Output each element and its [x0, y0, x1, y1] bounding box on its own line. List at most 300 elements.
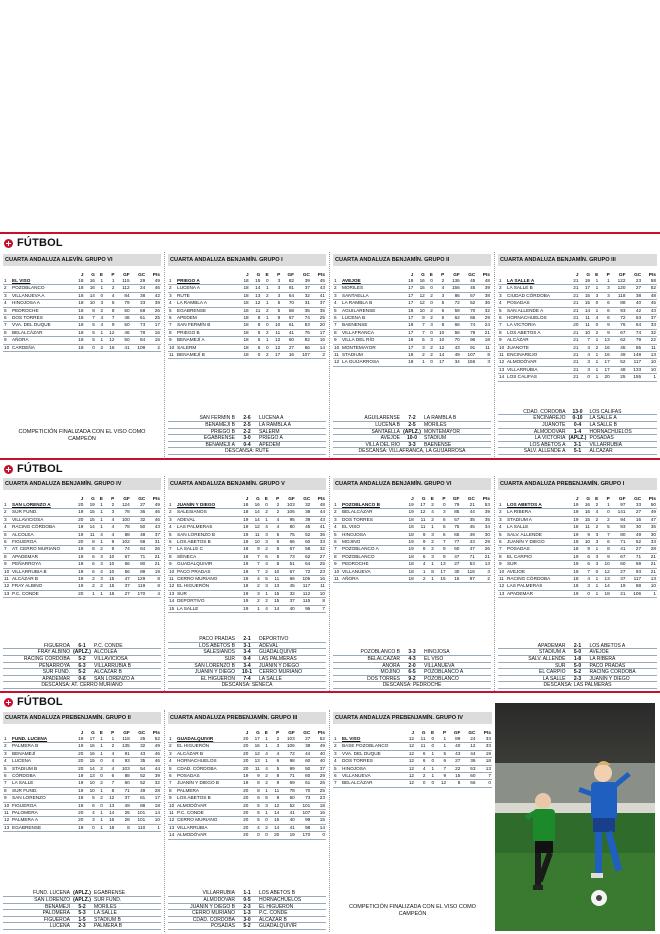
standings-header-row — [3, 494, 161, 502]
stat-cell: 49 — [460, 531, 475, 538]
home-team: SANTAELLA — [371, 428, 400, 435]
position-cell: 2 — [3, 743, 11, 750]
position-cell: 4 — [333, 758, 341, 765]
stat-cell: 19 — [238, 576, 249, 583]
stat-cell: 71 — [611, 539, 627, 546]
position-cell: 8 — [3, 553, 11, 560]
stat-cell: 18 — [403, 516, 415, 523]
away-team: SAN LORENZO A — [94, 675, 135, 682]
stat-cell: 102 — [115, 539, 131, 546]
stat-cell: 2 — [261, 292, 269, 299]
match-result — [3, 910, 161, 917]
stat-cell: 16 — [626, 516, 642, 523]
stat-cell: 36 — [311, 531, 326, 538]
team-cell: ALCOLEA — [11, 531, 73, 538]
stat-cell: 4 — [591, 509, 599, 516]
stat-cell: 2 — [261, 329, 269, 336]
score: 5-2 — [243, 923, 251, 930]
score: 6-1 — [78, 642, 86, 649]
stat-cell: 44 — [311, 509, 326, 516]
table-row — [168, 516, 326, 523]
stat-cell: 0 — [261, 322, 269, 329]
table-row — [333, 509, 491, 516]
match-result — [168, 897, 326, 904]
table-row — [168, 817, 326, 824]
stat-cell: 60 — [447, 546, 461, 553]
stat-cell: 1 — [591, 307, 599, 314]
stat-cell: 2 — [269, 502, 280, 509]
table-row — [168, 561, 326, 568]
stat-cell: 133 — [626, 366, 642, 373]
blank-header — [498, 270, 506, 278]
stat-cell: 1 — [96, 590, 104, 597]
column-header: P — [443, 729, 447, 735]
stat-cell: 0 — [599, 509, 611, 516]
score: 0-10 — [572, 415, 583, 422]
stat-cell: 62 — [296, 553, 312, 560]
stat-cell: 21 — [568, 359, 580, 366]
stat-cell: 10 — [580, 329, 592, 336]
stat-cell: 45 — [296, 524, 312, 531]
section-title: FÚTBOL — [17, 237, 63, 249]
stat-cell: 27 — [296, 736, 312, 743]
stat-cell: 18 — [568, 546, 580, 553]
position-cell: 8 — [498, 329, 506, 336]
stat-cell: 10 — [580, 539, 592, 546]
position-cell: 9 — [333, 561, 341, 568]
position-cell: 2 — [3, 285, 11, 292]
stat-cell: 1 — [261, 787, 269, 794]
away-team: LOS ABETOS B — [259, 890, 296, 897]
score: 1-4 — [573, 428, 582, 435]
stat-cell: 19 — [73, 546, 84, 553]
stat-cell: 26 — [146, 546, 161, 553]
results-list — [3, 643, 161, 689]
score: 5-3 — [78, 910, 86, 917]
stat-cell: 35 — [311, 307, 326, 314]
stat-cell: 45 — [461, 278, 477, 285]
score: 5-2 — [78, 903, 86, 910]
home-team: FRAY ALBINO — [37, 649, 70, 656]
column-header: E — [265, 271, 269, 277]
table-row — [498, 307, 657, 314]
stat-cell: 3 — [580, 344, 592, 351]
stat-cell: 3 — [435, 509, 447, 516]
stat-cell: 60 — [281, 337, 295, 344]
stat-cell: 70 — [445, 337, 461, 344]
away-team: ALCÁZAR B — [259, 916, 287, 923]
stat-cell: 3 — [580, 366, 592, 373]
stat-cell: 0 — [250, 352, 262, 359]
stat-cell: 14 — [311, 824, 326, 831]
rest-team: DESCANSA: LAS PALMERAS — [498, 682, 657, 689]
team-cell: POSADAS — [176, 773, 238, 780]
score: 10-1 — [241, 669, 252, 676]
away-team: EL VISO — [424, 656, 444, 662]
plus-circle-icon — [4, 239, 13, 248]
stat-cell: 1 — [96, 787, 104, 794]
team-cell: AT. CERRO MURIANO — [11, 546, 73, 553]
stat-cell: 7 — [435, 765, 447, 772]
stat-cell: 44 — [146, 765, 161, 772]
stat-cell: 4 — [261, 561, 269, 568]
team-cell: P.C. CONDE — [176, 810, 238, 817]
table-row — [498, 315, 657, 322]
stat-cell: 60 — [461, 773, 476, 780]
standings-table — [333, 270, 491, 367]
team-cell: LA SALLE — [176, 605, 238, 612]
stat-cell: 15 — [84, 509, 95, 516]
away-team: RACING CÓRDOBA — [589, 669, 636, 675]
table-row — [3, 531, 161, 538]
stat-cell: 2 — [426, 502, 434, 509]
stat-cell: 12 — [461, 743, 476, 750]
stat-cell: 43 — [460, 539, 475, 546]
blank-header — [498, 494, 506, 502]
away-team: HORNACHUELOS — [589, 428, 632, 435]
stat-cell: 98 — [280, 758, 296, 765]
stat-cell: 17 — [270, 352, 282, 359]
team-cell: GUADALQUIVIR — [176, 561, 238, 568]
team-cell: CERRO MURIANO — [176, 576, 238, 583]
team-cell: BELALCÁZAR — [341, 780, 403, 787]
stat-cell: 89 — [131, 568, 147, 575]
stat-cell: 35 — [131, 758, 147, 765]
standings-header-row — [168, 728, 326, 736]
blank-header — [3, 494, 11, 502]
match-result — [168, 904, 326, 911]
stat-cell: 19 — [238, 561, 249, 568]
position-cell: 4 — [498, 524, 506, 531]
team-cell: LOS ABETOS B — [176, 539, 238, 546]
match-result — [168, 649, 326, 656]
table-row — [333, 307, 491, 314]
stat-cell: 5 — [269, 553, 280, 560]
stat-cell: 12 — [250, 300, 262, 307]
table-row — [168, 736, 326, 743]
stat-cell: 11 — [84, 531, 95, 538]
stat-cell: 110 — [131, 824, 147, 831]
position-cell: 4 — [168, 300, 176, 307]
stat-cell: 72 — [611, 315, 627, 322]
stat-cell: 19 — [73, 795, 84, 802]
match-result — [168, 669, 326, 676]
match-result — [3, 904, 161, 911]
score: 3-0 — [243, 435, 251, 442]
stat-cell: 43 — [642, 307, 657, 314]
stat-cell: 26 — [146, 307, 161, 314]
stat-cell: 49 — [611, 352, 627, 359]
stat-cell: 7 — [599, 531, 611, 538]
stat-cell: 9 — [269, 795, 280, 802]
group-panel — [0, 252, 165, 457]
stat-cell: 25 — [131, 736, 147, 743]
stat-cell: 1 — [261, 285, 269, 292]
table-row — [3, 773, 161, 780]
stat-cell: 29 — [476, 315, 491, 322]
stat-cell: 62 — [611, 337, 627, 344]
stat-cell: 29 — [476, 539, 491, 546]
column-header: E — [595, 271, 599, 277]
column-header: P — [111, 495, 115, 501]
table-row — [3, 292, 161, 299]
stat-cell: 5 — [249, 817, 260, 824]
team-cell: MOJINO — [341, 539, 403, 546]
position-cell: 1 — [498, 278, 506, 285]
team-cell: BENAMEJÍ — [11, 750, 73, 757]
position-cell: 10 — [4, 802, 10, 808]
away-team: LA SALLE — [259, 675, 282, 682]
stat-cell: 1 — [96, 524, 104, 531]
stat-cell: 77 — [447, 539, 461, 546]
stat-cell: 2 — [414, 352, 425, 359]
stat-cell: 107 — [295, 352, 311, 359]
stat-cell: 1 — [96, 539, 104, 546]
match-result — [3, 676, 161, 683]
table-row — [333, 322, 491, 329]
stat-cell: 79 — [447, 502, 461, 509]
stat-cell: 141 — [611, 509, 627, 516]
stat-cell: 9 — [599, 329, 611, 336]
stat-cell: 17 — [403, 292, 414, 299]
position-cell: 1 — [3, 278, 11, 285]
team-cell: CIUDAD CÓRDOBA — [506, 292, 568, 299]
score: 4-3 — [408, 656, 416, 663]
stat-cell: 107 — [296, 810, 312, 817]
stat-cell: 19 — [568, 509, 580, 516]
table-row — [333, 300, 491, 307]
stat-cell: 20 — [269, 832, 280, 839]
stat-cell: 12 — [403, 758, 415, 765]
stat-cell: 85 — [626, 344, 642, 351]
away-team: BAENENSE — [424, 441, 452, 448]
stat-cell: 42 — [146, 292, 161, 299]
stat-cell: 13 — [435, 561, 447, 568]
standings-table — [168, 728, 326, 840]
column-header: G — [256, 729, 260, 735]
home-team: APADEMAR — [537, 642, 566, 649]
stat-cell: 89 — [447, 736, 461, 743]
position-cell: 3 — [3, 516, 11, 523]
stat-cell: 1 — [96, 509, 104, 516]
position-cell: 7 — [3, 322, 11, 329]
stat-cell: 20 — [238, 817, 249, 824]
stat-cell: 99 — [280, 765, 296, 772]
stat-cell: 6 — [415, 553, 427, 560]
stat-cell: 19 — [280, 832, 296, 839]
stat-cell: 96 — [296, 605, 312, 612]
table-row — [168, 502, 326, 509]
stat-cell: 18 — [73, 307, 84, 314]
position-cell: 3 — [3, 292, 11, 299]
match-result — [3, 917, 161, 924]
stat-cell: 136 — [445, 278, 461, 285]
position-cell: 14 — [169, 832, 175, 838]
standings-header-row — [3, 728, 161, 736]
stat-cell: 38 — [476, 292, 491, 299]
standings-header-row — [168, 494, 326, 502]
stat-cell: 18 — [73, 322, 84, 329]
table-row — [168, 278, 326, 285]
stat-cell: 1 — [415, 568, 427, 575]
stat-cell: 47 — [447, 553, 461, 560]
stat-cell: 3 — [426, 337, 434, 344]
stat-cell: 12 — [403, 780, 415, 787]
team-cell: DOS TORRES — [341, 758, 403, 765]
table-row — [3, 583, 161, 590]
stat-cell: 85 — [447, 509, 461, 516]
stat-cell: 11 — [580, 322, 592, 329]
stat-cell: 93 — [611, 524, 627, 531]
stat-cell: 3 — [261, 539, 269, 546]
stat-cell: 19 — [73, 583, 84, 590]
stat-cell: 8 — [146, 576, 161, 583]
stat-cell: 18 — [238, 292, 250, 299]
away-team: EGABRENSE — [94, 890, 126, 897]
stat-cell: 21 — [642, 561, 657, 568]
team-cell: LAS PALMERAS — [506, 583, 568, 590]
column-header: E — [429, 271, 433, 277]
stat-cell: 14 — [84, 524, 95, 531]
stat-cell: 75 — [447, 524, 461, 531]
stat-cell: 10 — [642, 583, 657, 590]
team-cell: LUCENA B — [341, 315, 403, 322]
column-header: Pts — [648, 495, 656, 501]
results-list — [168, 636, 326, 689]
position-cell: 6 — [168, 539, 176, 546]
column-header: J — [80, 729, 84, 735]
stat-cell: 93 — [115, 758, 131, 765]
stat-cell: 18 — [104, 590, 115, 597]
table-row — [3, 539, 161, 546]
stat-cell: 19 — [568, 531, 580, 538]
stat-cell: 19 — [238, 524, 249, 531]
stat-cell: 2 — [311, 352, 326, 359]
table-row — [333, 315, 491, 322]
stat-cell: 5 — [250, 337, 262, 344]
table-row — [3, 736, 161, 743]
stat-cell: 7 — [249, 553, 260, 560]
stat-cell: 4 — [104, 292, 115, 299]
team-cell: PACO PRADAS — [176, 568, 238, 575]
stat-cell: 6 — [269, 539, 280, 546]
team-cell: EGABRENSE — [11, 824, 73, 831]
position-cell: 8 — [168, 787, 176, 794]
position-cell: 13 — [4, 824, 10, 830]
table-row — [3, 787, 161, 794]
stat-cell: 73 — [280, 553, 296, 560]
away-team: LA SALLE B — [589, 422, 618, 428]
stat-cell: 17 — [580, 285, 592, 292]
stat-cell: 60 — [280, 795, 296, 802]
stat-cell: 4 — [104, 516, 115, 523]
blank-header — [341, 728, 403, 736]
stat-cell: 6 — [84, 561, 95, 568]
team-cell: STADIUM — [341, 352, 403, 359]
column-header: GC — [303, 729, 311, 735]
table-row — [168, 576, 326, 583]
home-team: LA SALLE — [542, 675, 566, 682]
team-cell: SUR FUND. — [11, 509, 73, 516]
column-header: G — [586, 495, 591, 501]
stat-cell: 41 — [281, 329, 295, 336]
position-cell: 10 — [169, 568, 175, 574]
stat-cell: 3 — [270, 292, 282, 299]
rest-team: DESCANSA: VILLAFRANCA, LA GUIJARROSA — [333, 448, 491, 455]
stat-cell: 2 — [426, 539, 434, 546]
table-row — [168, 795, 326, 802]
stat-cell: 35 — [295, 307, 311, 314]
stat-cell: 49 — [115, 802, 131, 809]
stat-cell: 18 — [238, 307, 250, 314]
score: 3-4 — [243, 662, 251, 669]
stat-cell: 30 — [626, 524, 642, 531]
column-header: J — [246, 271, 249, 277]
stat-cell: 3 — [426, 531, 434, 538]
away-team: PACO PRADAS — [589, 662, 626, 669]
team-cell: EL CARPIO — [506, 553, 568, 560]
stat-cell: 16 — [249, 502, 260, 509]
stat-cell: 23 — [626, 278, 642, 285]
stat-cell: 45 — [611, 344, 627, 351]
results-list — [498, 643, 657, 689]
stat-cell: 4 — [261, 765, 269, 772]
group-row-2 — [0, 476, 660, 691]
stat-cell: 47 — [642, 516, 657, 523]
stat-cell: 5 — [269, 531, 280, 538]
stat-cell: 101 — [296, 802, 312, 809]
home-team: SAN LORENZO B — [194, 662, 235, 669]
team-cell: PRIEGO A — [176, 278, 238, 285]
stat-cell: 17 — [415, 502, 427, 509]
blank-header — [3, 728, 11, 736]
stat-cell: 21 — [568, 337, 580, 344]
team-cell: EGABRENSE — [176, 307, 238, 314]
stat-cell: 4 — [415, 561, 427, 568]
table-row — [168, 337, 326, 344]
group-title: CUARTA ANDALUZA PREBENJAMÍN. GRUPO II — [3, 712, 161, 724]
table-row — [3, 509, 161, 516]
stat-cell: 21 — [568, 300, 580, 307]
team-cell: RUTE — [176, 292, 238, 299]
team-cell: JUANÍN Y DIEGO — [506, 539, 568, 546]
stat-cell: 47 — [460, 546, 475, 553]
stat-cell: 117 — [626, 359, 642, 366]
stat-cell: 67 — [115, 553, 131, 560]
home-team: CDAD. CÓRDOBA — [192, 916, 235, 923]
position-cell: 11 — [3, 576, 11, 583]
position-cell: 3 — [333, 516, 341, 523]
position-cell: 5 — [168, 765, 176, 772]
stat-cell: 20 — [238, 824, 249, 831]
stat-cell: 32 — [146, 780, 161, 787]
column-header: E — [99, 729, 103, 735]
away-team: STADIUM — [424, 435, 447, 441]
stat-cell: 66 — [280, 576, 296, 583]
stat-cell: 116 — [460, 568, 475, 575]
score: 1-3 — [243, 910, 251, 917]
stat-cell: 21 — [642, 568, 657, 575]
score: 0-4 — [243, 441, 251, 448]
team-cell: DEPORTIVO — [176, 598, 238, 605]
column-header: P — [276, 729, 280, 735]
match-result — [168, 429, 326, 436]
stat-cell: 28 — [642, 546, 657, 553]
stat-cell: 0 — [96, 802, 104, 809]
stat-cell: 15 — [435, 576, 447, 583]
stat-cell: 2 — [96, 795, 104, 802]
position-cell: 1 — [3, 736, 11, 743]
